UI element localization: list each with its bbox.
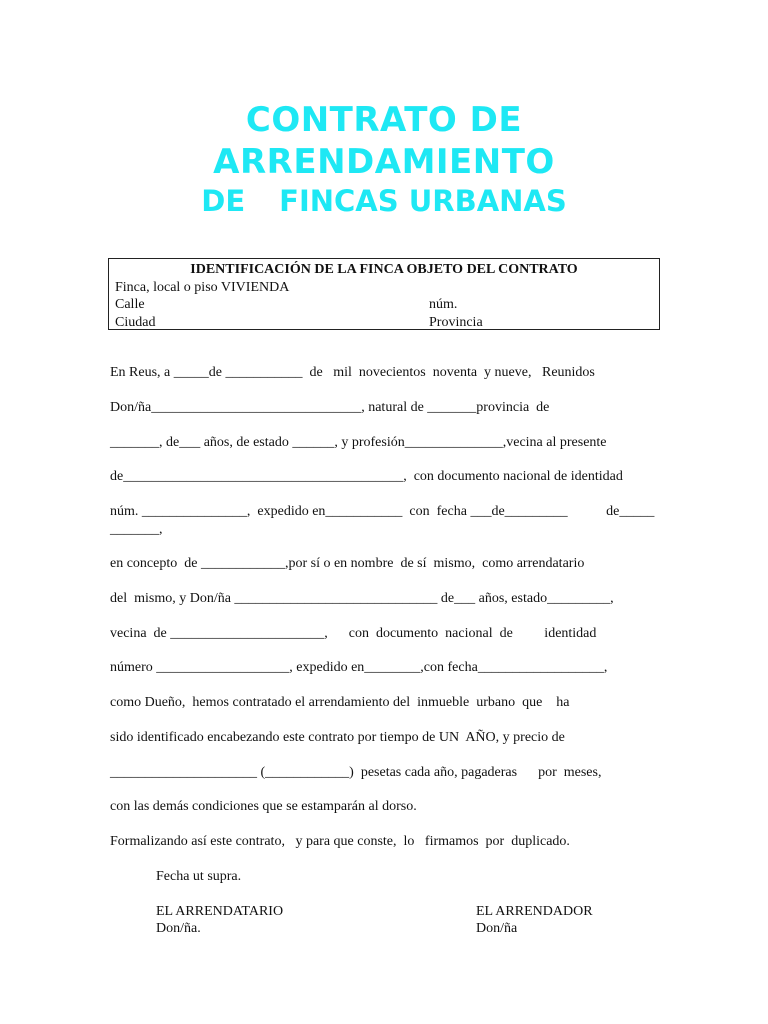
title-line-3	[0, 184, 768, 218]
num-label: núm.	[429, 297, 458, 312]
body-line: sido identificado encabezando este contrato por tiempo de UN AÑO, y precio de	[110, 730, 565, 745]
fecha-line: Fecha ut supra.	[156, 869, 242, 884]
identification-heading: IDENTIFICACIÓN DE LA FINCA OBJETO DEL CONTRATO	[190, 262, 578, 277]
arrendatario-title: EL ARRENDATARIO	[156, 904, 284, 919]
arrendatario-name: Don/ña.	[156, 921, 201, 936]
calle-row	[109, 296, 659, 314]
body-line: _____________________ (____________) pesetas cada año, pagaderas por meses,	[110, 765, 602, 780]
body-line: número ___________________, expedido en________,con fecha__________________,	[110, 660, 608, 675]
identification-box	[108, 258, 660, 330]
arrendador-title: EL ARRENDADOR	[476, 904, 593, 919]
body-line: _______,	[110, 522, 163, 537]
ciudad-label: Ciudad	[115, 314, 156, 330]
body-line: núm. _______________, expedido en___________ con fecha ___de_________ de_____	[110, 504, 655, 519]
title-line-3-prefix: DE	[201, 184, 246, 218]
arrendador-name: Don/ña	[476, 921, 518, 936]
calle-label: Calle	[115, 297, 145, 312]
provincia-label: Provincia	[429, 314, 483, 330]
body-line: Don/ña______________________________, natural de _______provincia de	[110, 400, 550, 415]
body-line: como Dueño, hemos contratado el arrendamiento del inmueble urbano que ha	[110, 695, 570, 710]
title-line-3-main: FINCAS URBANAS	[279, 184, 567, 218]
title-line-2: ARRENDAMIENTO	[213, 142, 555, 182]
body-line: _______, de___ años, de estado ______, y profesión______________,vecina al presente	[110, 435, 607, 450]
body-line: con las demás condiciones que se estamparán al dorso.	[110, 799, 417, 814]
body-line: En Reus, a _____de ___________ de mil novecientos noventa y nueve, Reunidos	[110, 365, 595, 380]
body-line: en concepto de ____________,por sí o en nombre de sí mismo, como arrendatario	[110, 556, 585, 571]
finca-row	[109, 279, 659, 297]
body-line: Formalizando así este contrato, y para que conste, lo firmamos por duplicado.	[110, 834, 570, 849]
finca-label: Finca, local o piso VIVIENDA	[115, 279, 290, 295]
title-line-1: CONTRATO DE	[245, 100, 523, 140]
ciudad-row	[109, 314, 659, 332]
body-line: del mismo, y Don/ña _____________________________ de___ años, estado_________,	[110, 591, 614, 606]
body-line: vecina de ______________________, con documento nacional de identidad	[110, 626, 597, 641]
body-line: de________________________________________, con documento nacional de identidad	[110, 469, 623, 484]
